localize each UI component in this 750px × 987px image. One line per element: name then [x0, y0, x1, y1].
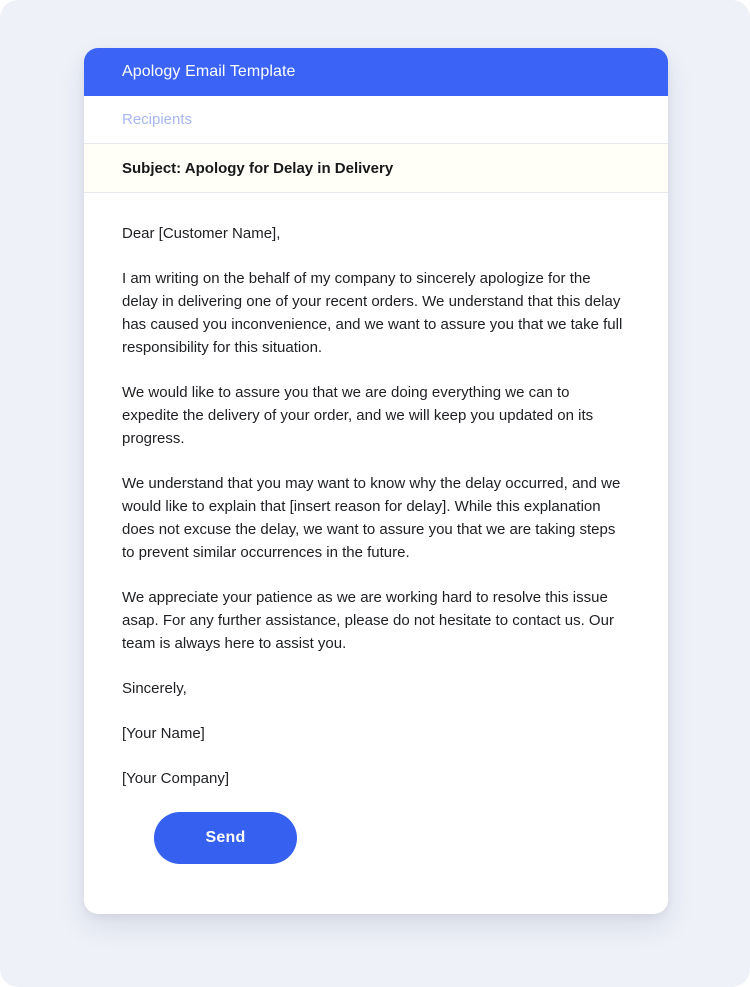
recipients-field[interactable]	[84, 96, 668, 144]
send-button-area	[122, 812, 630, 864]
email-paragraph-1: I am writing on the behalf of my company to sincerely apologize for the delay in delivering one of your recent orders. We understand that this delay has caused you inconvenience, and we want to assure you that we take full responsibility for this situation.	[122, 270, 623, 356]
signature-name: [Your Name]	[122, 725, 205, 742]
email-salutation: Dear [Customer Name],	[122, 225, 281, 242]
subject-field[interactable]	[84, 144, 668, 193]
email-paragraph-4: We appreciate your patience as we are working hard to resolve this issue asap. For any further assistance, please do not hesitate to contact us. Our team is always here to assist you.	[122, 589, 614, 652]
email-template-card	[84, 48, 668, 914]
send-button[interactable]: Send	[154, 812, 297, 864]
recipients-placeholder: Recipients	[122, 111, 193, 128]
signature-company: [Your Company]	[122, 770, 230, 787]
card-header	[84, 48, 668, 96]
email-body	[84, 193, 668, 864]
email-paragraph-2: We would like to assure you that we are doing everything we can to expedite the delivery of your order, and we will keep you updated on its progress.	[122, 384, 594, 447]
email-paragraph-3: We understand that you may want to know why the delay occurred, and we would like to explain that [insert reason for delay]. While this explanation does not excuse the delay, we want to assure you that we are taking steps to prevent similar occurrences in the future.	[122, 475, 621, 561]
email-closing: Sincerely,	[122, 680, 187, 697]
card-title: Apology Email Template	[122, 63, 296, 80]
subject-value: Subject: Apology for Delay in Delivery	[122, 159, 394, 177]
